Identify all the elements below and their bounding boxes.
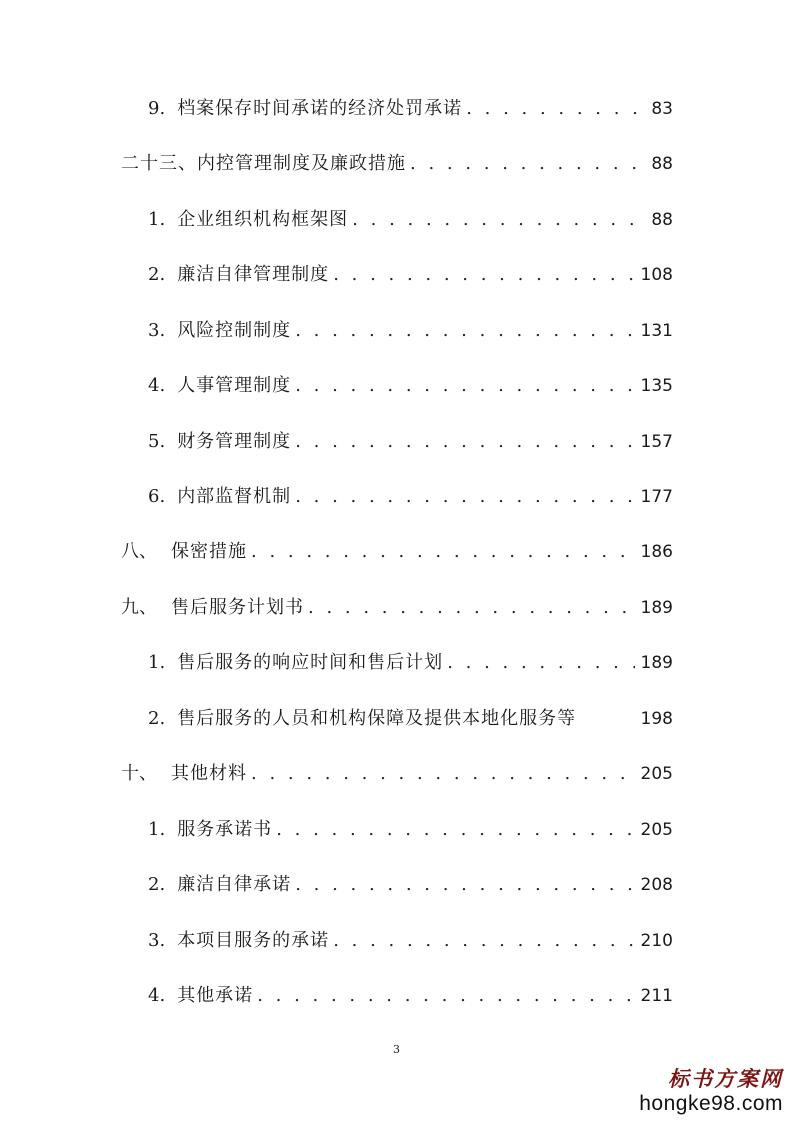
toc-entry[interactable] xyxy=(121,762,673,786)
toc-entry-title: 售后服务计划书 xyxy=(171,597,304,618)
dot-leader xyxy=(352,208,645,232)
toc-entry-page: 186 xyxy=(640,542,673,562)
toc-entry-page: 157 xyxy=(640,432,673,452)
toc-entry[interactable] xyxy=(148,873,673,897)
watermark-url: hongke98.com xyxy=(639,1092,783,1115)
dot-leader xyxy=(333,263,634,287)
dot-leader xyxy=(295,430,634,454)
toc-entry-number: 九、 xyxy=(121,597,157,618)
toc-entry-number: 3. xyxy=(148,930,166,951)
toc-entry-title: 保密措施 xyxy=(171,541,247,562)
toc-entry[interactable] xyxy=(121,152,673,176)
toc-entry-title: 档案保存时间承诺的经济处罚承诺 xyxy=(177,98,463,119)
toc-entry-number: 2. xyxy=(148,874,166,895)
toc-entry-number: 1. xyxy=(148,209,166,230)
toc-entry-page: 177 xyxy=(640,487,673,507)
toc-entry-title: 其他材料 xyxy=(171,763,247,784)
toc-entry-title: 售后服务的人员和机构保障及提供本地化服务等 xyxy=(177,708,577,729)
watermark-logo xyxy=(623,1066,783,1116)
toc-entry-number: 十、 xyxy=(121,763,157,784)
toc-entry-number: 1. xyxy=(148,819,166,840)
toc-entry[interactable] xyxy=(148,263,673,287)
toc-entry-title: 廉洁自律承诺 xyxy=(177,874,292,895)
toc-entry[interactable] xyxy=(148,374,673,398)
dot-leader xyxy=(295,374,634,398)
toc-entry[interactable] xyxy=(148,430,673,454)
dot-leader xyxy=(295,319,634,343)
toc-entry[interactable] xyxy=(148,818,673,842)
toc-entry-number: 2. xyxy=(148,264,166,285)
toc-entry-page: 210 xyxy=(640,931,673,951)
toc-entry[interactable] xyxy=(148,485,673,509)
toc-entry-page: 83 xyxy=(651,99,673,119)
toc-entry-title: 内部监督机制 xyxy=(177,486,292,507)
dot-leader xyxy=(251,540,635,564)
toc-entry-number: 1. xyxy=(148,652,166,673)
toc-entry[interactable] xyxy=(148,651,673,675)
dot-leader xyxy=(257,984,634,1008)
dot-leader xyxy=(295,873,634,897)
toc-entry-number: 9. xyxy=(148,98,166,119)
toc-entry-number: 4. xyxy=(148,985,166,1006)
toc-entry[interactable] xyxy=(148,929,673,953)
toc-entry-number: 2. xyxy=(148,708,166,729)
toc-entry-number: 3. xyxy=(148,320,166,341)
toc-entry-title: 二十三、内控管理制度及廉政措施 xyxy=(121,153,406,174)
toc-entry[interactable] xyxy=(148,319,673,343)
toc-entry-page: 131 xyxy=(640,321,673,341)
toc-entry-page: 208 xyxy=(640,875,673,895)
dot-leader xyxy=(466,97,645,121)
toc-entry-title: 财务管理制度 xyxy=(177,431,292,452)
toc-entry-page: 205 xyxy=(640,820,673,840)
toc-entry-title: 本项目服务的承诺 xyxy=(177,930,330,951)
dot-leader xyxy=(295,485,634,509)
toc-entry[interactable] xyxy=(148,97,673,121)
toc-entry-page: 198 xyxy=(640,709,673,729)
toc-entry-number: 5. xyxy=(148,431,166,452)
toc-entry[interactable] xyxy=(121,596,673,620)
toc-entry[interactable] xyxy=(148,707,673,731)
toc-entry-title: 售后服务的响应时间和售后计划 xyxy=(177,652,444,673)
toc-entry-page: 189 xyxy=(640,653,673,673)
dot-leader xyxy=(410,152,645,176)
toc-entry-title: 廉洁自律管理制度 xyxy=(177,264,330,285)
toc-entry-title: 服务承诺书 xyxy=(177,819,273,840)
toc-entry-page: 211 xyxy=(640,986,673,1006)
toc-entry-page: 189 xyxy=(640,598,673,618)
toc-entry-page: 205 xyxy=(640,764,673,784)
dot-leader xyxy=(308,596,635,620)
toc-entry[interactable] xyxy=(121,540,673,564)
toc-entry[interactable] xyxy=(148,984,673,1008)
toc-entry-page: 135 xyxy=(640,376,673,396)
toc-entry-number: 八、 xyxy=(121,541,157,562)
dot-leader xyxy=(447,651,634,675)
toc-entry[interactable] xyxy=(148,208,673,232)
toc-entry-page: 88 xyxy=(651,210,673,230)
toc-entry-number: 4. xyxy=(148,375,166,396)
dot-leader xyxy=(276,818,634,842)
toc-entry-title: 人事管理制度 xyxy=(177,375,292,396)
toc-entry-title: 其他承诺 xyxy=(177,985,254,1006)
toc-entry-title: 风险控制制度 xyxy=(177,320,292,341)
dot-leader xyxy=(251,762,635,786)
watermark-name: 标书方案网 xyxy=(668,1066,783,1091)
toc-entry-title: 企业组织机构框架图 xyxy=(177,209,349,230)
toc-entry-page: 108 xyxy=(640,265,673,285)
dot-leader xyxy=(333,929,634,953)
page-number: 3 xyxy=(393,1043,400,1056)
toc-entry-number: 6. xyxy=(148,486,166,507)
toc-entry-page: 88 xyxy=(651,154,673,174)
